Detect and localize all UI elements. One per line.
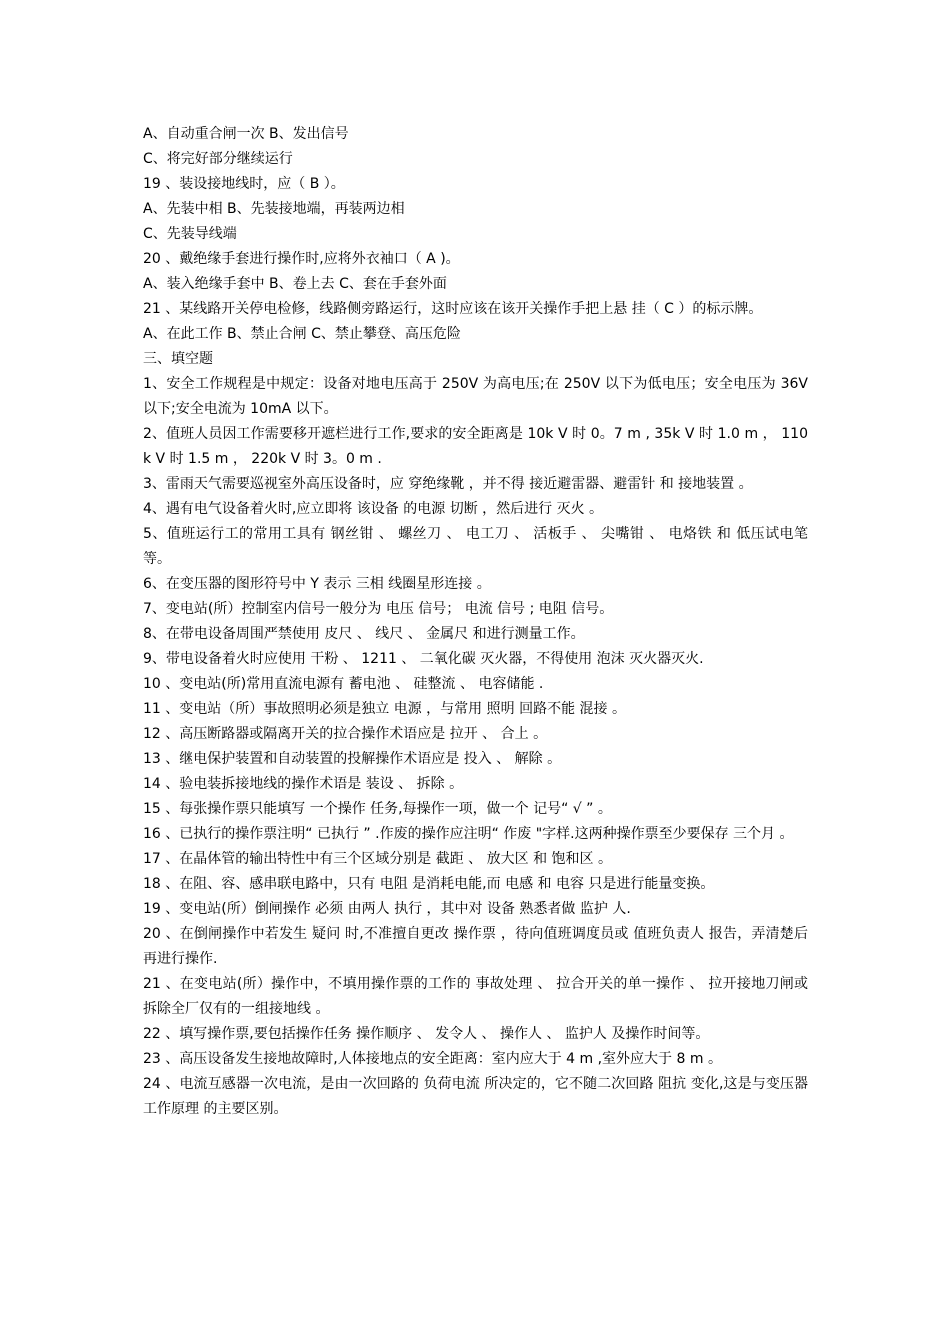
fill-item-1: 1、安全工作规程是中规定：设备对地电压高于 250V 为高电压;在 250V 以下为低电压；安全电压为 36V 以下;安全电流为 10mA 以下。 bbox=[143, 376, 808, 417]
fill-item-14: 14 、验电装拆接地线的操作术语是 装设 、 拆除 。 bbox=[143, 776, 464, 792]
fill-item-17: 17 、在晶体管的输出特性中有三个区域分别是 截距 、 放大区 和 饱和区 。 bbox=[143, 851, 612, 867]
fill-item-10: 10 、变电站(所)常用直流电源有 蓄电池 、 硅整流 、 电容储能 . bbox=[143, 676, 544, 692]
option-line: A、装入绝缘手套中 B、卷上去 C、套在手套外面 bbox=[143, 276, 447, 292]
section-heading: 三、填空题 bbox=[143, 351, 213, 367]
option-line: A、自动重合闸一次 B、发出信号 bbox=[143, 126, 349, 142]
fill-item-21: 21 、在变电站(所）操作中，不填用操作票的工作的 事故处理 、 拉合开关的单一操作 、 拉开接地刀闸或拆除全厂仅有的一组接地线 。 bbox=[143, 976, 808, 1017]
fill-item-20: 20 、在倒闸操作中若发生 疑问 时,不准擅自更改 操作票 ，待向值班调度员或 值班负责人 报告，弄清楚后再进行操作. bbox=[143, 926, 808, 967]
document-page bbox=[143, 122, 808, 1122]
fill-item-5: 5、值班运行工的常用工具有 钢丝钳 、 螺丝刀 、 电工刀 、 活板手 、 尖嘴钳 、 电烙铁 和 低压试电笔等。 bbox=[143, 526, 808, 567]
fill-item-3: 3、雷雨天气需要巡视室外高压设备时，应 穿绝缘靴 ，并不得 接近避雷器、避雷针 和 接地装置 。 bbox=[143, 476, 753, 492]
question-20: 20 、戴绝缘手套进行操作时,应将外衣袖口（ A )。 bbox=[143, 251, 460, 267]
fill-item-7: 7、变电站(所）控制室内信号一般分为 电压 信号； 电流 信号 ; 电阻 信号。 bbox=[143, 601, 614, 617]
option-line: A、先装中相 B、先装接地端，再装两边相 bbox=[143, 201, 405, 217]
fill-item-8: 8、在带电设备周围严禁使用 皮尺 、 线尺 、 金属尺 和进行测量工作。 bbox=[143, 626, 585, 642]
fill-item-9: 9、带电设备着火时应使用 干粉 、 1211 、 二氧化碳 灭火器，不得使用 泡沫 灭火器灭火. bbox=[143, 651, 704, 667]
fill-item-12: 12 、高压断路器或隔离开关的拉合操作术语应是 拉开 、 合上 。 bbox=[143, 726, 548, 742]
fill-item-4: 4、遇有电气设备着火时,应立即将 该设备 的电源 切断 ，然后进行 灭火 。 bbox=[143, 501, 604, 517]
question-21: 21 、某线路开关停电检修，线路侧旁路运行，这时应该在该开关操作手把上悬 挂（ C ）的标示牌。 bbox=[143, 301, 763, 317]
fill-item-22: 22 、填写操作票,要包括操作任务 操作顺序 、 发令人 、 操作人 、 监护人 及操作时间等。 bbox=[143, 1026, 710, 1042]
fill-item-23: 23 、高压设备发生接地故障时,人体接地点的安全距离：室内应大于 4 m ,室外应大于 8 m 。 bbox=[143, 1051, 722, 1067]
question-19: 19 、装设接地线时，应（ B ）。 bbox=[143, 176, 345, 192]
fill-item-15: 15 、每张操作票只能填写 一个操作 任务,每操作一项，做一个 记号“ √ ” 。 bbox=[143, 801, 612, 817]
option-line: C、将完好部分继续运行 bbox=[143, 151, 293, 167]
fill-item-24: 24 、电流互感器一次电流，是由一次回路的 负荷电流 所决定的，它不随二次回路 阻抗 变化,这是与变压器 工作原理 的主要区别。 bbox=[143, 1076, 808, 1117]
fill-item-11: 11 、变电站（所）事故照明必须是独立 电源 ，与常用 照明 回路不能 混接 。 bbox=[143, 701, 626, 717]
fill-item-13: 13 、继电保护装置和自动装置的投解操作术语应是 投入 、 解除 。 bbox=[143, 751, 562, 767]
option-line: A、在此工作 B、禁止合闸 C、禁止攀登、高压危险 bbox=[143, 326, 461, 342]
option-line: C、先装导线端 bbox=[143, 226, 237, 242]
fill-item-19: 19 、变电站(所）倒闸操作 必须 由两人 执行 ，其中对 设备 熟悉者做 监护 人. bbox=[143, 901, 631, 917]
fill-item-2: 2、值班人员因工作需要移开遮栏进行工作,要求的安全距离是 10k V 时 0。7 m , 35k V 时 1.0 m ， 110k V 时 1.5 m ， 220k V 时 3。0 m . bbox=[143, 426, 808, 467]
fill-item-18: 18 、在阻、容、感串联电路中，只有 电阻 是消耗电能,而 电感 和 电容 只是进行能量变换。 bbox=[143, 876, 715, 892]
fill-item-16: 16 、已执行的操作票注明“ 已执行 ” .作废的操作应注明“ 作废 "字样.这两种操作票至少要保存 三个月 。 bbox=[143, 826, 794, 842]
fill-item-6: 6、在变压器的图形符号中 Y 表示 三相 线圈星形连接 。 bbox=[143, 576, 491, 592]
